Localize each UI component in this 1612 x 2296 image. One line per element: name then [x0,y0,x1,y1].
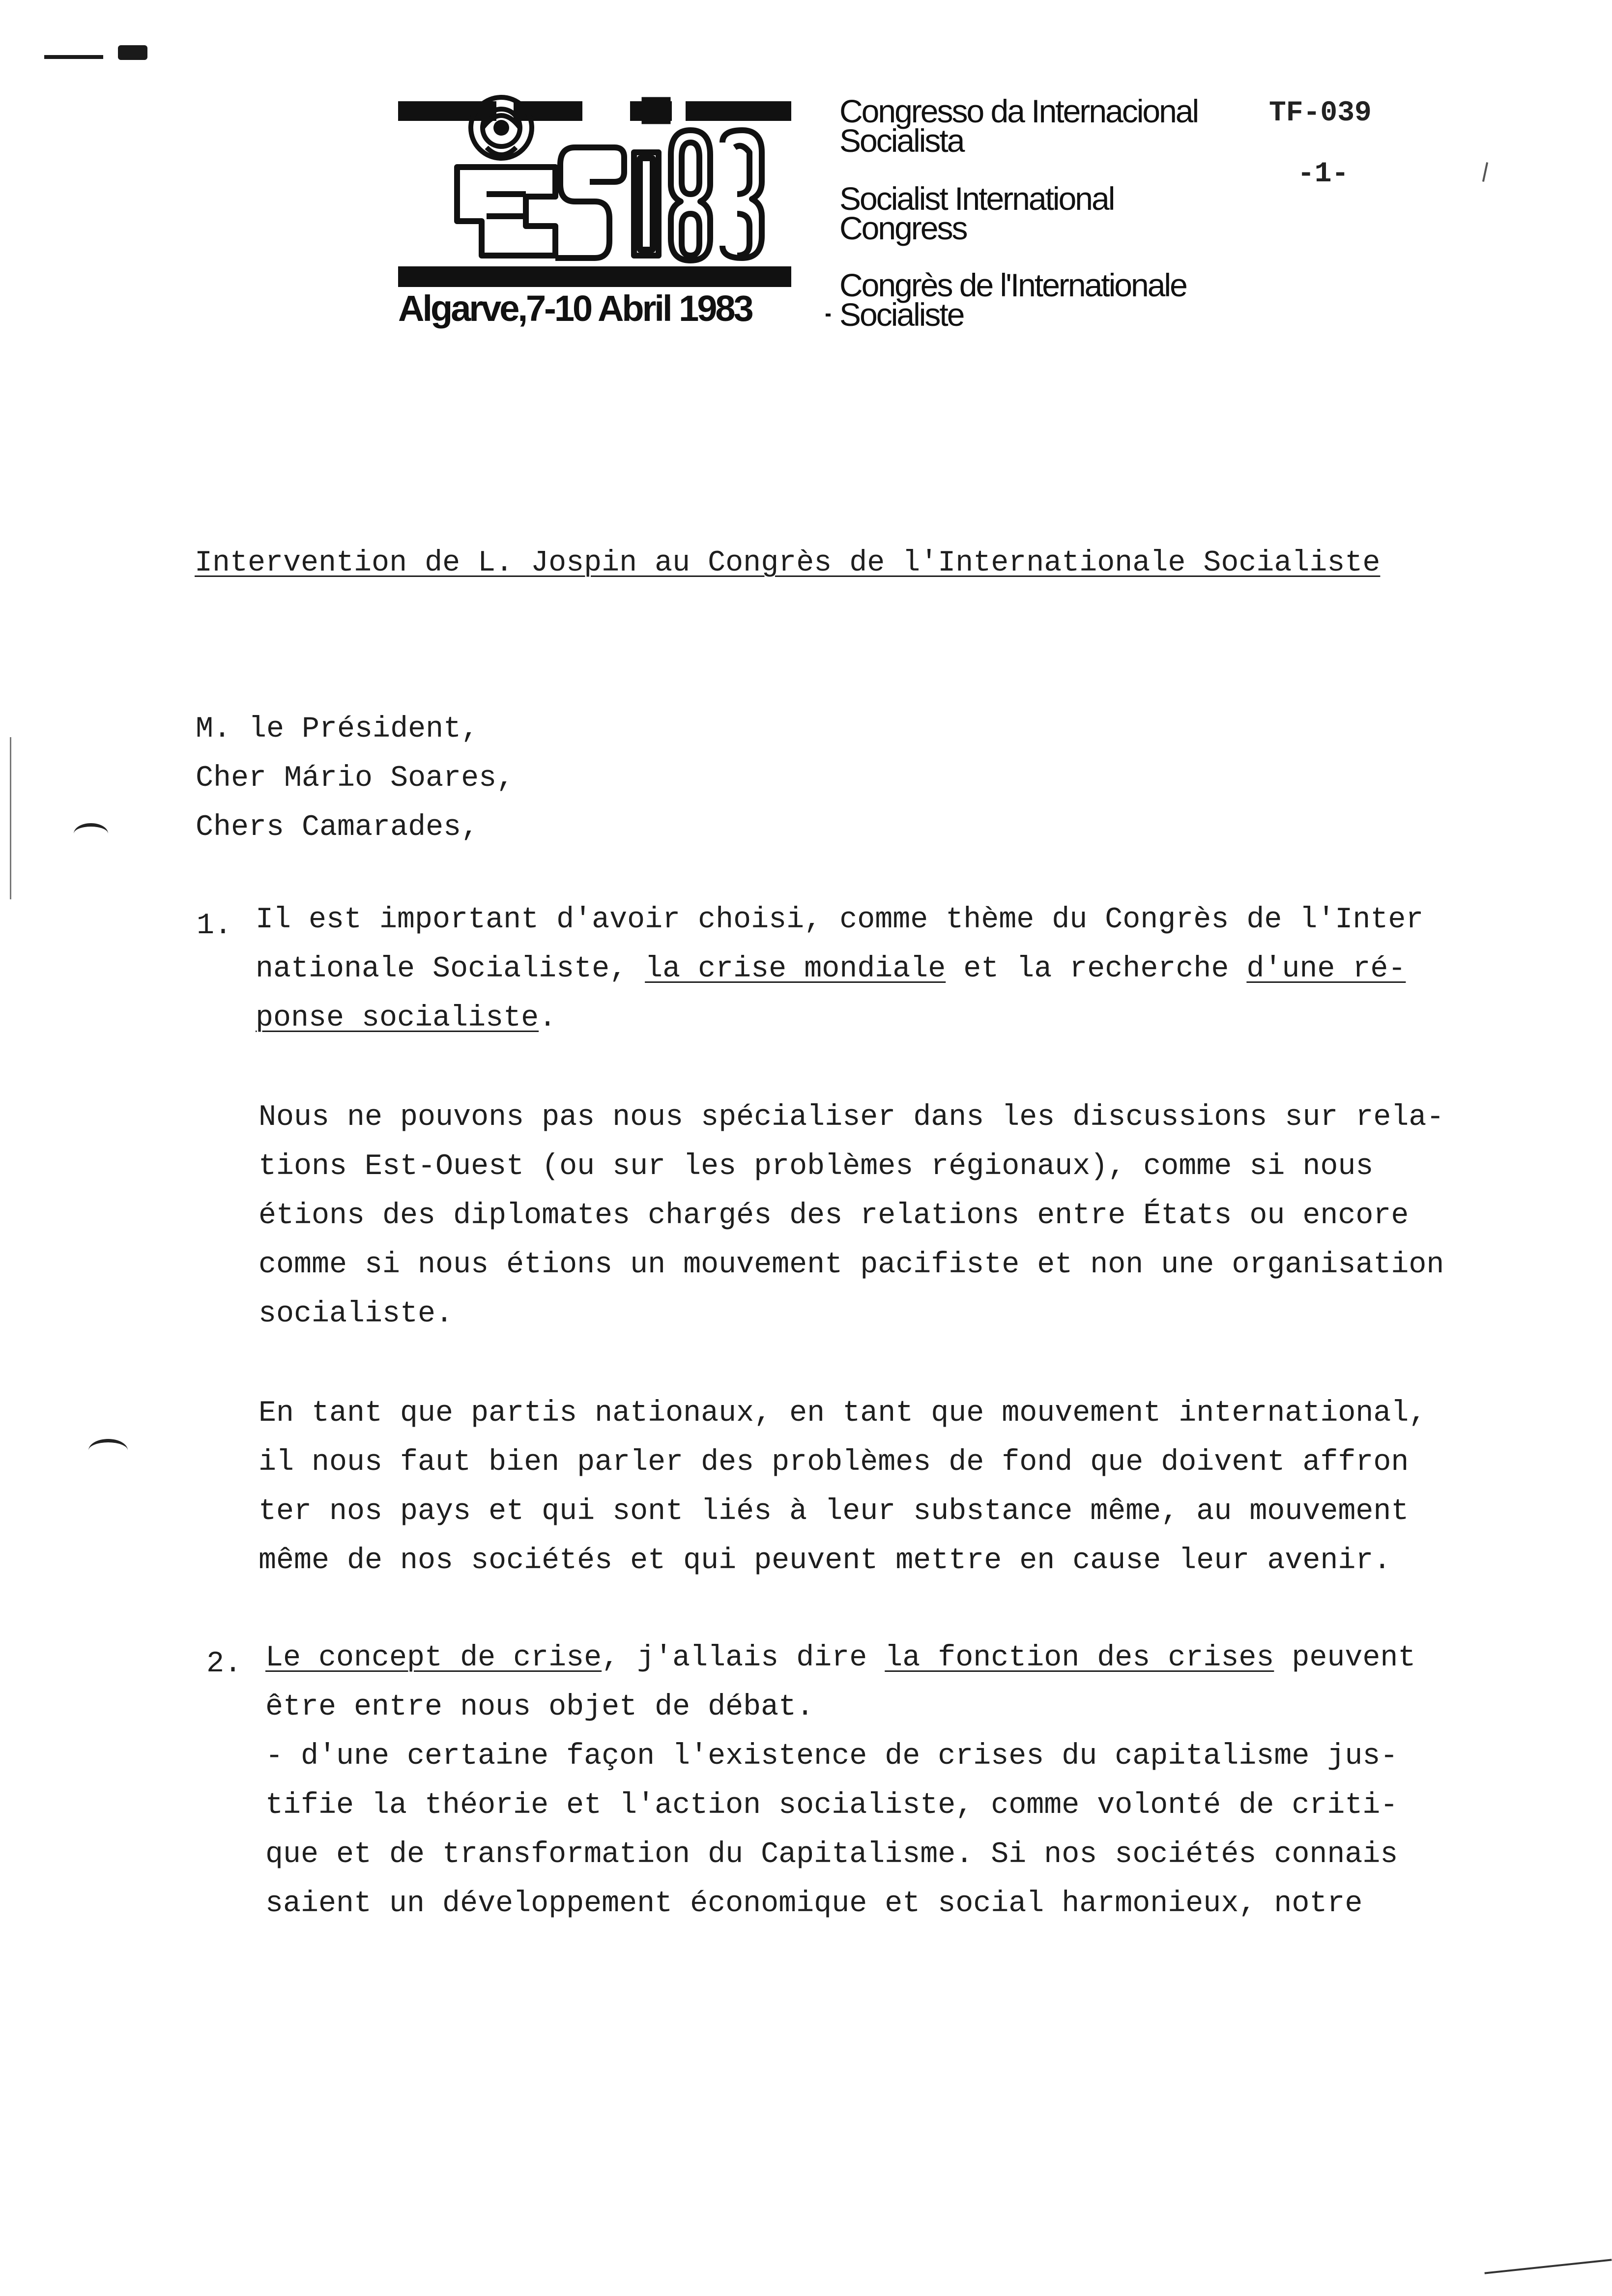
paragraph-line: Il est important d'avoir choisi, comme thème du Congrès de l'Inter [256,903,1424,937]
underlined-phrase: d'une ré- [1246,952,1406,986]
congress-name-line: Congrès de l'Internationale [839,267,1186,303]
text-run: . [539,1002,557,1035]
scan-mark-top-left [118,45,147,60]
salutation-line: Cher Mário Soares, [196,762,515,795]
bullet-dot [826,314,831,316]
underlined-phrase: la fonction des crises [885,1641,1274,1675]
paragraph-line: être entre nous objet de débat. [265,1691,814,1724]
paragraph-line [256,1002,556,1035]
congress-name-english [839,180,1114,246]
paragraph-line: tions Est-Ouest (ou sur les problèmes régionaux), comme si nous [259,1150,1374,1183]
scan-mark-top-left [44,55,103,59]
margin-mark [10,737,11,899]
scan-mark-right [1482,162,1488,182]
paragraph-line [265,1641,1415,1675]
paragraph-line: il nous faut bien parler des problèmes de fond que doivent affron [259,1446,1409,1479]
congress-name-line: Socialista [839,122,964,159]
margin-arc [88,1439,128,1462]
section-number: 2. [206,1647,242,1681]
paragraph-line: - d'une certaine façon l'existence de crises du capitalisme jus- [265,1740,1398,1773]
congress-name-line: Congresso da Internacional [839,93,1198,129]
margin-arc [74,823,108,844]
congress-name-french [839,267,1186,333]
si83-logo [398,93,791,339]
congress-name-line: Socialiste [839,296,964,333]
paragraph-line: En tant que partis nationaux, en tant que mouvement international, [259,1397,1427,1430]
paragraph-line: socialiste. [259,1297,454,1331]
salutation-line: M. le Président, [196,713,479,746]
event-date: Algarve,7-10 Abril 1983 [398,288,752,329]
logo-symbol-text: si83 [595,213,607,218]
salutation-line: Chers Camarades, [196,811,479,844]
page-number: -1- [1297,158,1349,190]
document-reference: TF-039 [1269,97,1372,129]
document-title: Intervention de L. Jospin au Congrès de l'Internationale Socialiste [195,546,1381,580]
paragraph-line: même de nos sociétés et qui peuvent mettre en cause leur avenir. [259,1544,1391,1578]
underlined-phrase: Le concept de crise [265,1641,602,1675]
paragraph-line: saient un développement économique et social harmonieux, notre [265,1887,1363,1921]
paragraph-line: comme si nous étions un mouvement pacifiste et non une organisation [259,1248,1444,1282]
paragraph-line [256,952,1406,986]
text-run: nationale Socialiste, [256,952,645,986]
text-run: , j'allais dire [602,1641,885,1675]
text-run: et la recherche [946,952,1247,986]
congress-name-line: Congress [839,210,967,246]
text-run: peuvent [1274,1641,1416,1675]
section-number: 1. [197,909,232,943]
congress-name-line: Socialist International [839,180,1114,217]
underlined-phrase: la crise mondiale [645,952,946,986]
paragraph-line: Nous ne pouvons pas nous spécialiser dans les discussions sur rela- [259,1101,1444,1134]
paragraph-line: ter nos pays et qui sont liés à leur substance même, au mouvement [259,1495,1409,1528]
paragraph-line: étions des diplomates chargés des relations entre États ou encore [259,1199,1409,1233]
paragraph-line: tifie la théorie et l'action socialiste, comme volonté de criti- [265,1789,1398,1822]
paragraph-line: que et de transformation du Capitalisme. Si nos sociétés connais [265,1838,1398,1871]
congress-name-portuguese [839,93,1198,159]
si83-logo-graphic [398,93,791,290]
underlined-phrase: ponse socialiste [256,1002,539,1035]
scan-mark-bottom-right [1485,2259,1612,2274]
